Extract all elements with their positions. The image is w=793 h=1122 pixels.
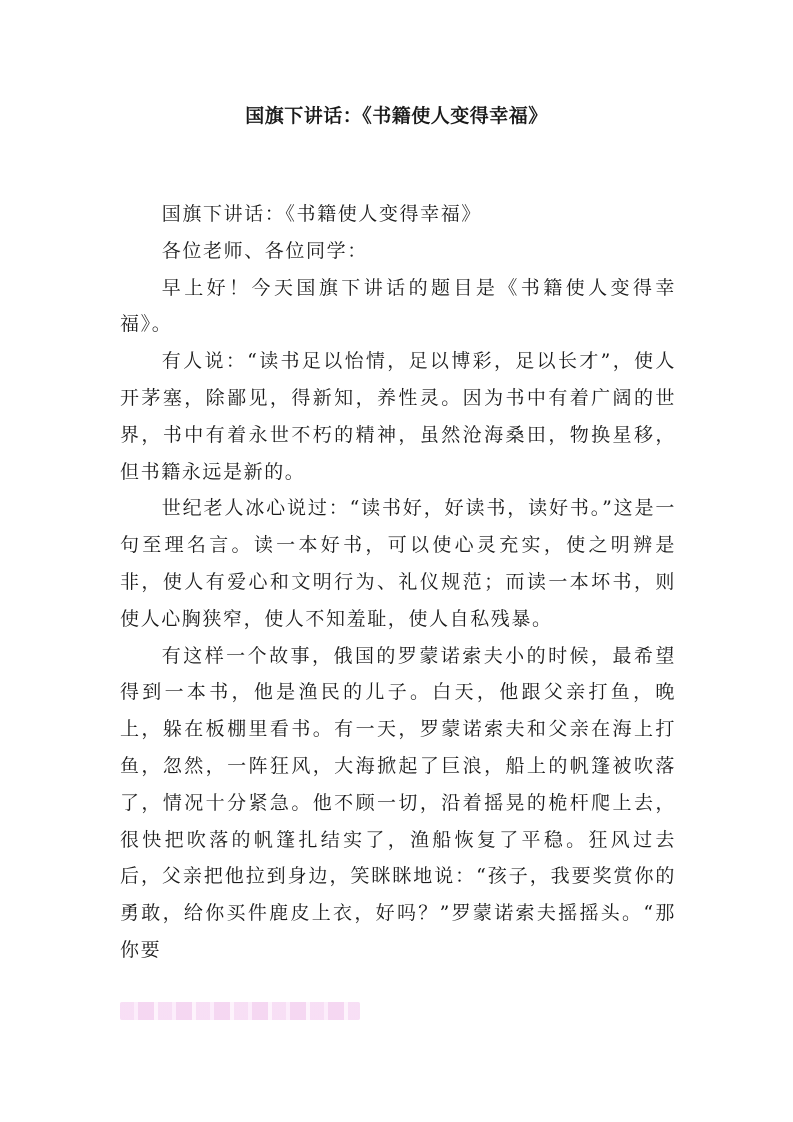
paragraph-greeting: 早上好！今天国旗下讲话的题目是《书籍使人变得幸福》。 xyxy=(120,276,676,336)
faded-watermark-strip xyxy=(120,1002,360,1020)
document-body xyxy=(120,196,676,969)
paragraph-heading: 国旗下讲话：《书籍使人变得幸福》 xyxy=(161,203,482,225)
paragraph-bingxin-quote: 世纪老人冰心说过：“读书好，好读书，读好书。”这是一句至理名言。读一本好书，可以使心灵充实，使之明辨是非，使人有爱心和文明行为、礼仪规范；而读一本坏书，则使人心胸狭窄，使人不知羞耻，使人自私残暴。 xyxy=(120,497,676,630)
paragraph-reading-quote: 有人说：“读书足以怡情，足以博彩，足以长才”，使人开茅塞，除鄙见，得新知，养性灵。因为书中有着广阔的世界，书中有着永世不朽的精神，虽然沧海桑田，物换星移，但书籍永远是新的。 xyxy=(120,350,676,483)
paragraph-story: 有这样一个故事，俄国的罗蒙诺索夫小的时候，最希望得到一本书，他是渔民的儿子。白天，他跟父亲打鱼，晚上，躲在板棚里看书。有一天，罗蒙诺索夫和父亲在海上打鱼，忽然，一阵狂风，大海掀起了巨浪，船上的帆篷被吹落了，情况十分紧急。他不顾一切，沿着摇晃的桅杆爬上去，很快把吹落的帆篷扎结实了，渔船恢复了平稳。狂风过去后，父亲把他拉到身边，笑眯眯地说：“孩子，我要奖赏你的勇敢，给你买件鹿皮上衣，好吗？”罗蒙诺索夫摇摇头。“那你要 xyxy=(120,644,676,961)
page-title: 国旗下讲话：《书籍使人变得幸福》 xyxy=(245,105,548,127)
paragraph-salutation: 各位老师、各位同学： xyxy=(161,239,368,262)
